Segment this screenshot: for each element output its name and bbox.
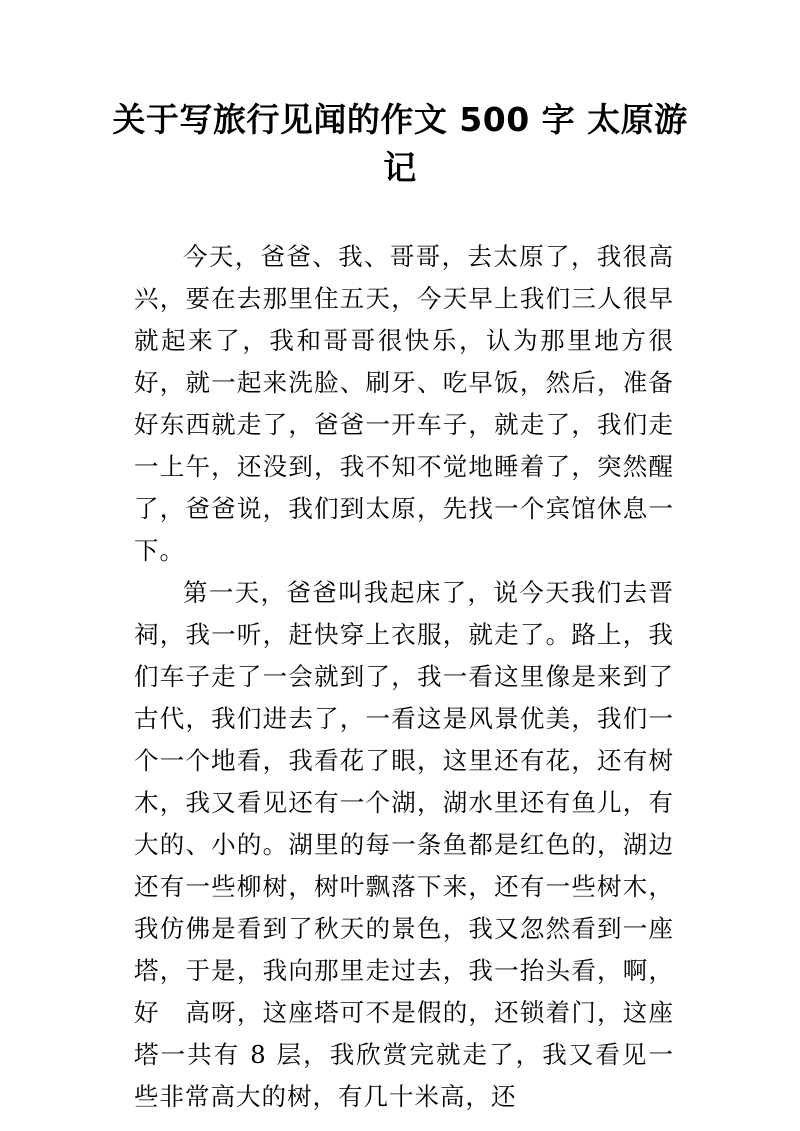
document-title: 关于写旅行见闻的作文 500 字 太原游记 [112, 100, 688, 187]
paragraph-2: 第一天，爸爸叫我起床了，说今天我们去晋祠，我一听，赶快穿上衣服，就走了。路上，我们车子走了一会就到了，我一看这里像是来到了古代，我们进去了，一看这是风景优美，我们一个一个地看，我看花了眼，这里还有花，还有树木，我又看见还有一个湖，湖水里还有鱼儿，有大的、小的。湖里的每一条鱼都是红色的，湖边还有一些柳树，树叶飘落下来，还有一些树木，我仿佛是看到了秋天的景色，我又忽然看到一座塔，于是，我向那里走过去，我一抬头看，啊，好 高呀，这座塔可不是假的，还锁着门，这座塔一共有 8 层，我欣赏完就走了，我又看见一些非常高大的树，有几十米高，还 [134, 578, 674, 1111]
paragraph-1: 今天，爸爸、我、哥哥，去太原了，我很高兴，要在去那里住五天，今天早上我们三人很早就起来了，我和哥哥很快乐，认为那里地方很好，就一起来洗脸、刷牙、吃早饭，然后，准备好东西就走了，爸爸一开车子，就走了，我们走一上午，还没到，我不知不觉地睡着了，突然醒了，爸爸说，我们到太原，先找一个宾馆休息一下。 [134, 242, 674, 565]
document-body [134, 236, 674, 1118]
